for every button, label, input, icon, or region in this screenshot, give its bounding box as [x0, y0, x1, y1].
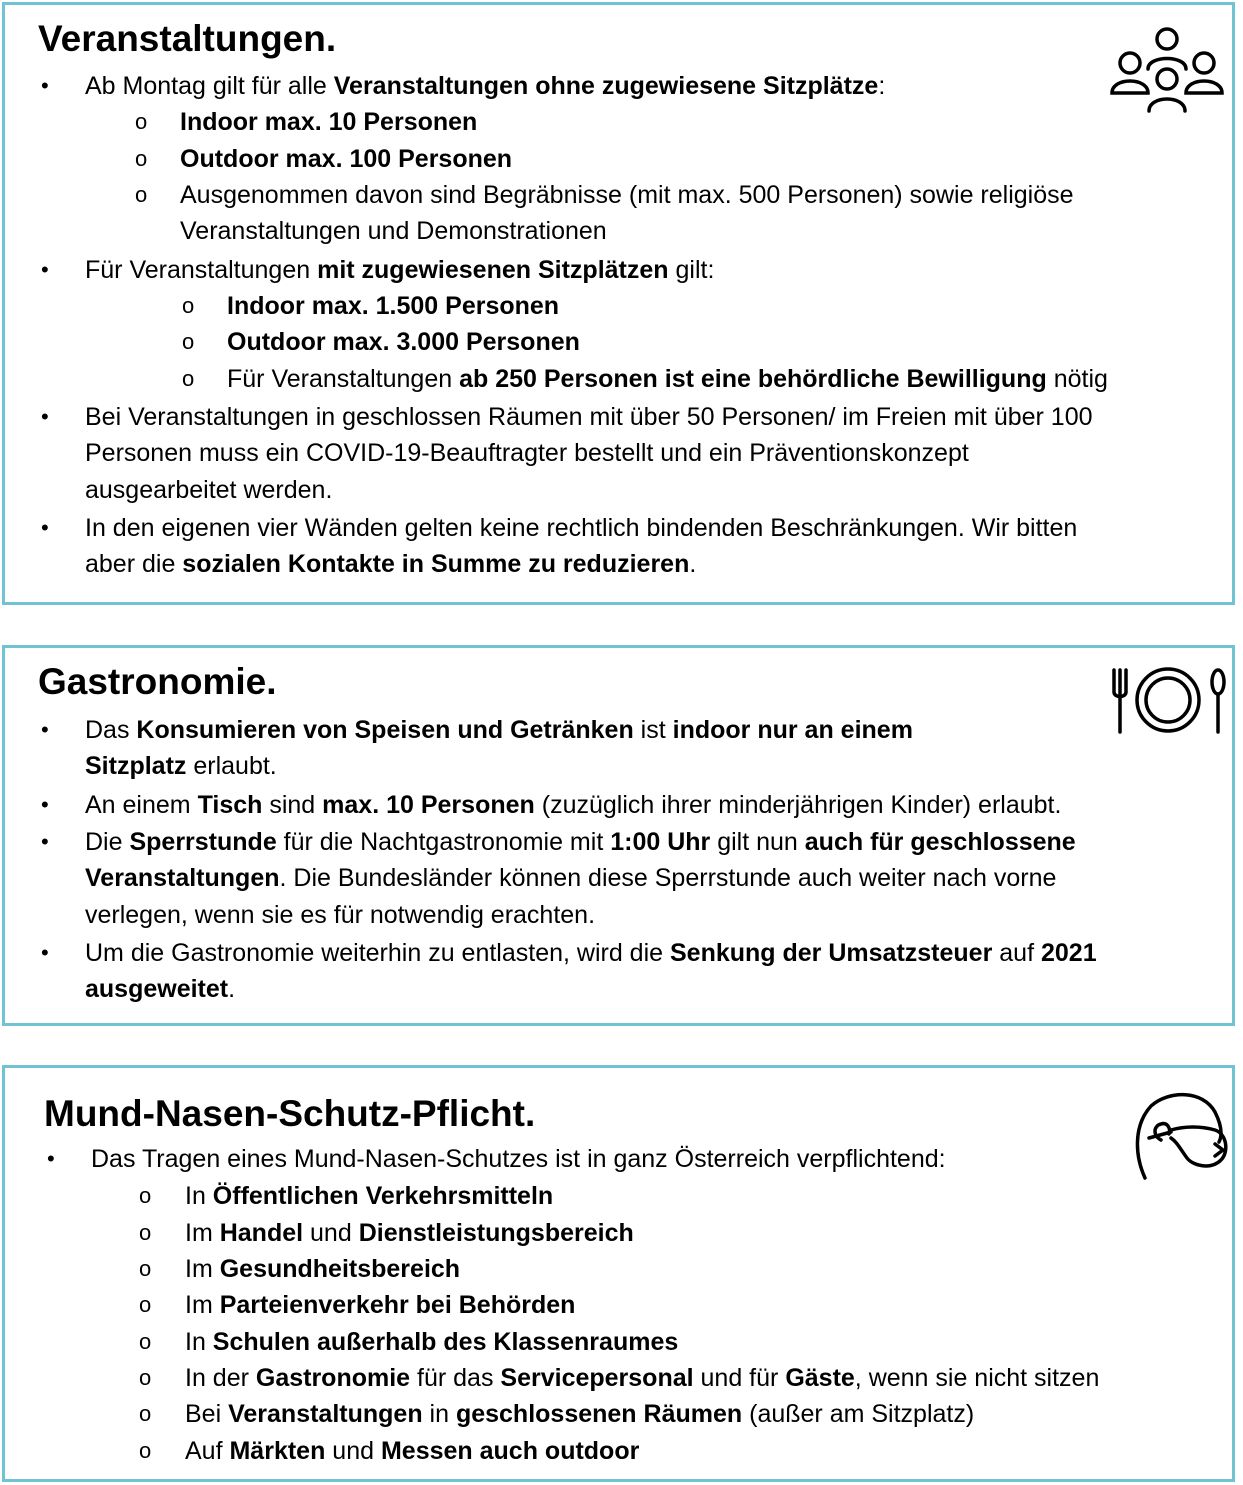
bold-text: Dienstleistungsbereich	[358, 1219, 634, 1247]
section-title: Veranstaltungen.	[38, 18, 337, 59]
text: und	[325, 1437, 381, 1465]
list-item-text	[91, 1144, 946, 1174]
text: Im	[185, 1255, 220, 1283]
list-item-text	[185, 1181, 553, 1211]
sub-bullet-marker: o	[139, 1401, 152, 1426]
sub-bullet-marker: o	[139, 1292, 152, 1317]
text: Personen muss ein COVID-19-Beauftragter bestellt und ein Präventionskonzept	[85, 439, 969, 467]
text: Auf	[185, 1437, 230, 1465]
text: gilt:	[668, 256, 715, 284]
text: An einem	[85, 791, 198, 819]
list-item-text	[185, 1399, 974, 1429]
text: (außer am Sitzplatz)	[742, 1400, 975, 1428]
bold-text: Veranstaltungen	[85, 864, 280, 892]
bold-text: Senkung der Umsatzsteuer	[670, 939, 993, 967]
sub-bullet-marker: o	[139, 1365, 152, 1390]
text: Für Veranstaltungen	[227, 365, 460, 393]
bold-text: geschlossenen Räumen	[455, 1400, 743, 1428]
bold-text: Handel	[219, 1219, 304, 1247]
sub-bullet-marker: o	[135, 182, 148, 207]
text: Das	[85, 716, 137, 744]
text: .	[689, 550, 697, 578]
sub-bullet-marker: o	[139, 1256, 152, 1281]
sub-bullet-marker: o	[139, 1438, 152, 1463]
list-item-text	[185, 1290, 575, 1320]
section-title: Mund-Nasen-Schutz-Pflicht.	[44, 1093, 536, 1134]
bold-text: indoor nur an einem	[672, 716, 913, 744]
list-item-text	[185, 1218, 634, 1248]
bold-text: Sitzplatz	[85, 752, 187, 780]
text: In der	[185, 1364, 256, 1392]
list-item-text	[85, 827, 1076, 857]
bold-text: Parteienverkehr bei Behörden	[219, 1291, 576, 1319]
list-item-text	[85, 751, 277, 781]
bold-text: Indoor max. 10 Personen	[180, 108, 478, 136]
sub-bullet-marker: o	[135, 109, 148, 134]
list-item-text	[85, 475, 332, 505]
bold-text: Indoor max. 1.500 Personen	[227, 292, 560, 320]
text: ist	[633, 716, 673, 744]
list-item-text	[180, 216, 607, 246]
text: gilt nun	[710, 828, 805, 856]
bold-text: max. 10 Personen	[322, 791, 535, 819]
sub-bullet-marker: o	[182, 293, 195, 318]
fork-plate-spoon-icon	[1108, 666, 1228, 736]
text: In	[185, 1182, 213, 1210]
text: Im	[185, 1291, 220, 1319]
text: Ab Montag gilt für alle	[85, 72, 334, 100]
text: und	[303, 1219, 359, 1247]
list-item-text	[227, 327, 580, 357]
section-title: Gastronomie.	[38, 661, 277, 702]
text: Die	[85, 828, 130, 856]
text: Ausgenommen davon sind Begräbnisse (mit max. 500 Personen) sowie religiöse	[180, 181, 1074, 209]
text: in	[422, 1400, 456, 1428]
bold-text: Öffentlichen Verkehrsmitteln	[212, 1182, 554, 1210]
bullet-marker: •	[41, 404, 49, 429]
sub-bullet-marker: o	[135, 146, 148, 171]
bold-text: mit zugewiesenen Sitzplätzen	[317, 256, 669, 284]
section-gastronomie	[2, 645, 1235, 1026]
section-mund-nasen-schutz	[2, 1065, 1235, 1482]
list-item-text	[85, 974, 235, 1004]
bold-text: ab 250 Personen ist eine behördliche Bewilligung	[459, 365, 1047, 393]
text: für die Nachtgastronomie mit	[276, 828, 611, 856]
list-item-text	[85, 900, 595, 930]
text: nötig	[1046, 365, 1108, 393]
bold-text: Sperrstunde	[129, 828, 277, 856]
text: Das Tragen eines Mund-Nasen-Schutzes ist in ganz Österreich verpflichtend:	[91, 1145, 946, 1173]
list-item-text	[185, 1254, 460, 1284]
bullet-marker: •	[41, 73, 49, 98]
list-item-text	[85, 255, 714, 285]
text: .	[228, 975, 236, 1003]
bold-text: Gastronomie	[255, 1364, 411, 1392]
bold-text: Veranstaltungen	[228, 1400, 423, 1428]
bold-text: ausgeweitet	[85, 975, 229, 1003]
list-item-text	[85, 938, 1097, 968]
bullet-marker: •	[41, 940, 49, 965]
text: und für	[693, 1364, 786, 1392]
list-item-text	[185, 1436, 639, 1466]
list-item-text	[227, 291, 559, 321]
text: verlegen, wenn sie es für notwendig erachten.	[85, 901, 596, 929]
text: (zuzüglich ihrer minderjährigen Kinder) erlaubt.	[534, 791, 1062, 819]
bold-text: Messen auch outdoor	[380, 1437, 640, 1465]
list-item-text	[85, 402, 1093, 432]
text: . Die Bundesländer können diese Sperrstunde auch weiter nach vorne	[279, 864, 1057, 892]
text: Um die Gastronomie weiterhin zu entlasten, wird die	[85, 939, 670, 967]
list-item-text	[85, 715, 913, 745]
bullet-marker: •	[41, 792, 49, 817]
list-item-text	[185, 1327, 678, 1357]
text: :	[878, 72, 886, 100]
bold-text: Gäste	[785, 1364, 855, 1392]
text: sind	[262, 791, 323, 819]
text: , wenn sie nicht sitzen	[854, 1364, 1100, 1392]
text: In	[185, 1328, 213, 1356]
sub-bullet-marker: o	[139, 1220, 152, 1245]
sub-bullet-marker: o	[182, 366, 195, 391]
text: Veranstaltungen und Demonstrationen	[180, 217, 607, 245]
bold-text: Tisch	[197, 791, 263, 819]
text: für das	[410, 1364, 501, 1392]
bold-text: Veranstaltungen ohne zugewiesene Sitzplätze	[333, 72, 879, 100]
list-item-text	[85, 513, 1077, 543]
sub-bullet-marker: o	[139, 1183, 152, 1208]
bold-text: 1:00 Uhr	[610, 828, 711, 856]
list-item-text	[180, 107, 477, 137]
bold-text: Outdoor max. 100 Personen	[180, 145, 513, 173]
group-of-people-icon	[1108, 25, 1228, 117]
text: aber die	[85, 550, 183, 578]
section-veranstaltungen	[2, 2, 1235, 605]
list-item-text	[227, 364, 1108, 394]
list-item-text	[85, 71, 885, 101]
text: erlaubt.	[186, 752, 277, 780]
list-item-text	[180, 144, 512, 174]
bold-text: sozialen Kontakte in Summe zu reduzieren	[182, 550, 690, 578]
bold-text: Servicepersonal	[500, 1364, 694, 1392]
face-mask-icon	[1131, 1086, 1233, 1186]
bold-text: Outdoor max. 3.000 Personen	[227, 328, 580, 356]
sub-bullet-marker: o	[139, 1329, 152, 1354]
bold-text: 2021	[1040, 939, 1097, 967]
text: In den eigenen vier Wänden gelten keine rechtlich bindenden Beschränkungen. Wir bitten	[85, 514, 1078, 542]
bullet-marker: •	[41, 257, 49, 282]
bullet-marker: •	[41, 717, 49, 742]
text: Für Veranstaltungen	[85, 256, 318, 284]
bullet-marker: •	[41, 515, 49, 540]
list-item-text	[85, 790, 1061, 820]
text: auf	[992, 939, 1041, 967]
bold-text: Konsumieren von Speisen und Getränken	[136, 716, 634, 744]
bullet-marker: •	[47, 1146, 55, 1171]
bold-text: Gesundheitsbereich	[219, 1255, 461, 1283]
list-item-text	[180, 180, 1074, 210]
list-item-text	[85, 863, 1056, 893]
text: Bei	[185, 1400, 229, 1428]
list-item-text	[185, 1363, 1099, 1393]
bold-text: auch für geschlossene	[804, 828, 1076, 856]
sub-bullet-marker: o	[182, 329, 195, 354]
text: ausgearbeitet werden.	[85, 476, 333, 504]
bold-text: Märkten	[229, 1437, 326, 1465]
text: Bei Veranstaltungen in geschlossen Räumen mit über 50 Personen/ im Freien mit über 100	[85, 403, 1093, 431]
text: Im	[185, 1219, 220, 1247]
list-item-text	[85, 549, 696, 579]
bullet-marker: •	[41, 829, 49, 854]
list-item-text	[85, 438, 969, 468]
bold-text: Schulen außerhalb des Klassenraumes	[212, 1328, 679, 1356]
